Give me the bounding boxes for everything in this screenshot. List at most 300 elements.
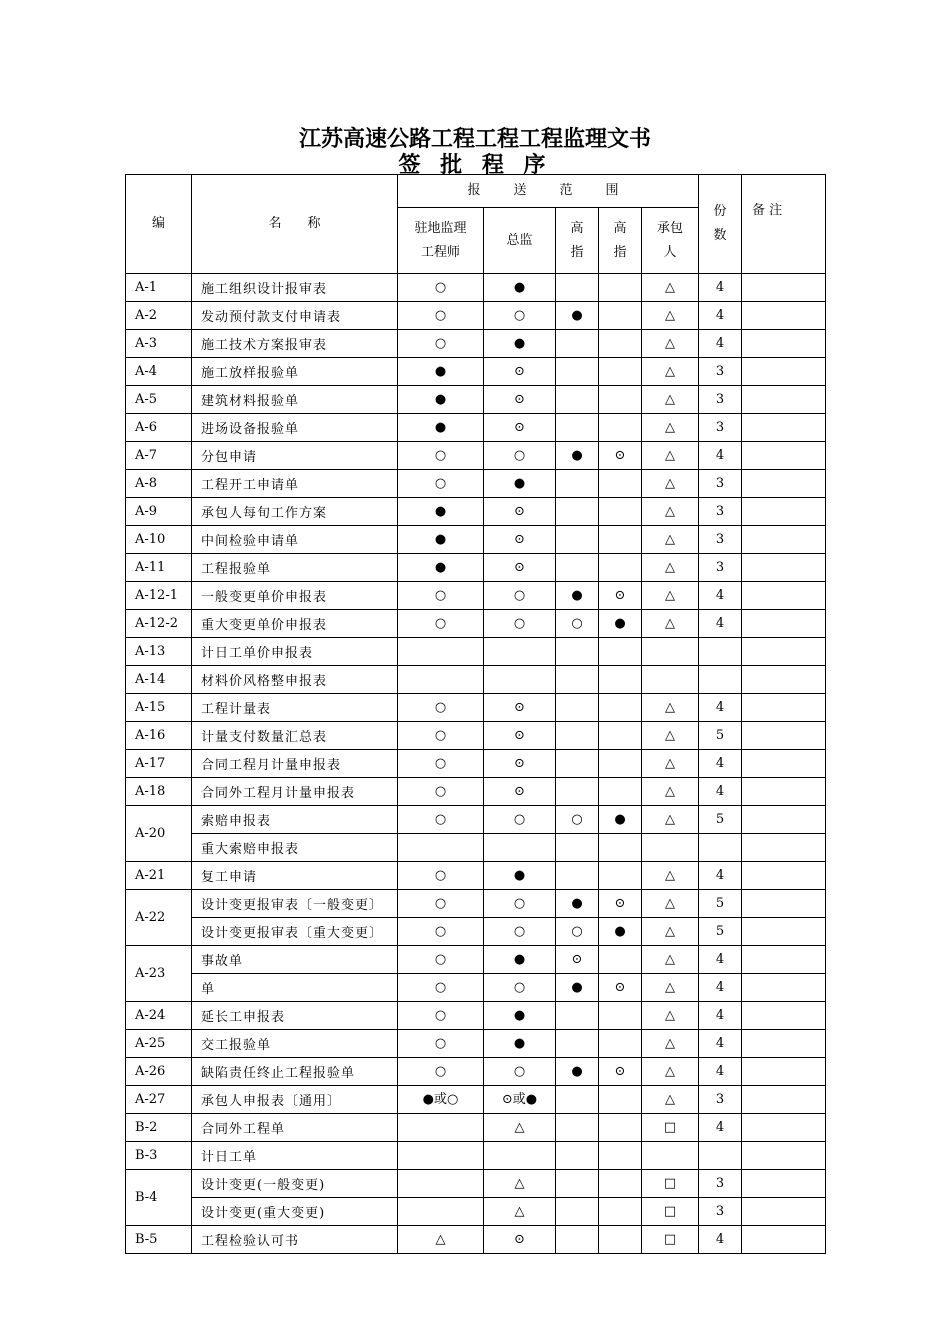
row-code: A-24: [126, 1002, 192, 1030]
row-name: 施工组织设计报审表: [192, 274, 398, 302]
high-2-mark: [599, 666, 642, 694]
high-2-mark: [599, 750, 642, 778]
row-remark: [742, 414, 826, 442]
resident-mark: ○: [398, 610, 484, 638]
high-1-mark: [556, 1226, 599, 1254]
chief-mark: ○: [484, 610, 556, 638]
resident-mark: ○: [398, 918, 484, 946]
row-remark: [742, 638, 826, 666]
chief-mark: [484, 834, 556, 862]
chief-mark: ○: [484, 302, 556, 330]
chief-mark: ⊙: [484, 722, 556, 750]
high-2-mark: [599, 1226, 642, 1254]
resident-mark: ○: [398, 470, 484, 498]
high-2-mark: [599, 1198, 642, 1226]
table-row: [126, 1142, 826, 1170]
row-remark: [742, 862, 826, 890]
contractor-mark: △: [642, 946, 699, 974]
high-1-mark: [556, 638, 599, 666]
row-code: A-8: [126, 470, 192, 498]
row-remark: [742, 358, 826, 386]
chief-mark: ○: [484, 1058, 556, 1086]
chief-mark: ⊙: [484, 778, 556, 806]
row-copies: 4: [699, 582, 742, 610]
high-1-mark: [556, 1030, 599, 1058]
resident-mark: [398, 1142, 484, 1170]
chief-mark: ⊙或●: [484, 1086, 556, 1114]
row-name: 施工放样报验单: [192, 358, 398, 386]
row-code: A-7: [126, 442, 192, 470]
resident-mark: ○: [398, 974, 484, 1002]
row-code: A-27: [126, 1086, 192, 1114]
table-row: [126, 974, 826, 1002]
row-remark: [742, 554, 826, 582]
contractor-mark: △: [642, 722, 699, 750]
chief-mark: ⊙: [484, 526, 556, 554]
row-copies: 4: [699, 946, 742, 974]
high-1-mark: ●: [556, 582, 599, 610]
resident-mark: ○: [398, 582, 484, 610]
row-remark: [742, 526, 826, 554]
row-name: 计日工单价申报表: [192, 638, 398, 666]
row-name: 材料价风格整申报表: [192, 666, 398, 694]
contractor-mark: △: [642, 386, 699, 414]
resident-mark: ●: [398, 526, 484, 554]
table-row: [126, 1086, 826, 1114]
row-code: A-1: [126, 274, 192, 302]
high-2-mark: [599, 274, 642, 302]
row-remark: [742, 722, 826, 750]
table-row: [126, 1002, 826, 1030]
high-1-mark: [556, 750, 599, 778]
row-name: 事故单: [192, 946, 398, 974]
table-row: [126, 1114, 826, 1142]
contractor-mark: △: [642, 890, 699, 918]
high-1-mark: [556, 1002, 599, 1030]
row-name: 进场设备报验单: [192, 414, 398, 442]
row-copies: 5: [699, 722, 742, 750]
table-row: [126, 694, 826, 722]
high-1-mark: ●: [556, 442, 599, 470]
resident-mark: ○: [398, 722, 484, 750]
chief-mark: △: [484, 1114, 556, 1142]
row-code: A-6: [126, 414, 192, 442]
contractor-mark: △: [642, 526, 699, 554]
row-remark: [742, 666, 826, 694]
contractor-mark: △: [642, 470, 699, 498]
resident-mark: ○: [398, 330, 484, 358]
high-1-mark: [556, 554, 599, 582]
high-2-mark: [599, 302, 642, 330]
chief-mark: ●: [484, 1030, 556, 1058]
header-chief: 总监: [484, 208, 556, 274]
header-code: 编: [126, 175, 192, 274]
resident-mark: [398, 638, 484, 666]
header-scope: 报 送 范 围: [398, 175, 699, 208]
row-remark: [742, 778, 826, 806]
row-code: A-13: [126, 638, 192, 666]
row-remark: [742, 974, 826, 1002]
contractor-mark: □: [642, 1170, 699, 1198]
row-copies: 4: [699, 974, 742, 1002]
resident-mark: ○: [398, 1030, 484, 1058]
row-name: 设计变更报审表〔一般变更〕: [192, 890, 398, 918]
contractor-mark: △: [642, 694, 699, 722]
document-subtitle: 签 批 程 序: [398, 152, 552, 178]
row-name: 重大索赔申报表: [192, 834, 398, 862]
chief-mark: ⊙: [484, 386, 556, 414]
resident-mark: [398, 1114, 484, 1142]
header-remark: 备 注: [742, 175, 826, 274]
row-copies: 4: [699, 330, 742, 358]
chief-mark: ⊙: [484, 1226, 556, 1254]
row-code: A-3: [126, 330, 192, 358]
high-2-mark: [599, 722, 642, 750]
chief-mark: ○: [484, 890, 556, 918]
row-code: A-21: [126, 862, 192, 890]
high-1-mark: [556, 862, 599, 890]
chief-mark: ⊙: [484, 414, 556, 442]
row-code: A-2: [126, 302, 192, 330]
table-row: [126, 610, 826, 638]
chief-mark: ⊙: [484, 498, 556, 526]
row-remark: [742, 330, 826, 358]
row-copies: 3: [699, 358, 742, 386]
chief-mark: ○: [484, 806, 556, 834]
row-remark: [742, 1002, 826, 1030]
high-1-mark: [556, 526, 599, 554]
row-code: A-22: [126, 890, 192, 946]
contractor-mark: △: [642, 554, 699, 582]
resident-mark: ●: [398, 414, 484, 442]
row-code: B-4: [126, 1170, 192, 1226]
row-name: 设计变更报审表〔重大变更〕: [192, 918, 398, 946]
table-row: [126, 1226, 826, 1254]
contractor-mark: △: [642, 498, 699, 526]
row-name: 中间检验申请单: [192, 526, 398, 554]
row-copies: 3: [699, 498, 742, 526]
table-row: [126, 414, 826, 442]
row-code: A-10: [126, 526, 192, 554]
contractor-mark: △: [642, 442, 699, 470]
row-remark: [742, 1142, 826, 1170]
row-copies: 5: [699, 806, 742, 834]
contractor-mark: △: [642, 1086, 699, 1114]
table-row: [126, 666, 826, 694]
resident-mark: ○: [398, 890, 484, 918]
high-2-mark: ⊙: [599, 1058, 642, 1086]
high-2-mark: [599, 694, 642, 722]
resident-mark: ○: [398, 274, 484, 302]
row-copies: 4: [699, 1058, 742, 1086]
high-1-mark: [556, 274, 599, 302]
table-row: [126, 330, 826, 358]
row-copies: 4: [699, 274, 742, 302]
high-1-mark: [556, 722, 599, 750]
row-name: 工程报验单: [192, 554, 398, 582]
chief-mark: [484, 638, 556, 666]
chief-mark: ○: [484, 582, 556, 610]
high-2-mark: [599, 498, 642, 526]
chief-mark: ●: [484, 946, 556, 974]
chief-mark: ●: [484, 1002, 556, 1030]
row-copies: 4: [699, 1002, 742, 1030]
row-remark: [742, 918, 826, 946]
row-copies: 4: [699, 442, 742, 470]
row-remark: [742, 610, 826, 638]
row-copies: 3: [699, 414, 742, 442]
table-row: [126, 778, 826, 806]
row-name: 设计变更(一般变更): [192, 1170, 398, 1198]
resident-mark: ○: [398, 806, 484, 834]
row-code: A-5: [126, 386, 192, 414]
resident-mark: △: [398, 1226, 484, 1254]
row-copies: [699, 834, 742, 862]
header-copies: 份数: [699, 175, 742, 274]
high-1-mark: [556, 834, 599, 862]
row-copies: 5: [699, 890, 742, 918]
row-code: A-18: [126, 778, 192, 806]
row-remark: [742, 694, 826, 722]
row-code: A-25: [126, 1030, 192, 1058]
row-code: A-12-2: [126, 610, 192, 638]
row-remark: [742, 1030, 826, 1058]
high-2-mark: ●: [599, 918, 642, 946]
contractor-mark: △: [642, 582, 699, 610]
table-row: [126, 638, 826, 666]
table-row: [126, 386, 826, 414]
resident-mark: ○: [398, 1058, 484, 1086]
row-copies: 4: [699, 1114, 742, 1142]
row-name: 计量支付数量汇总表: [192, 722, 398, 750]
row-remark: [742, 946, 826, 974]
high-1-mark: ●: [556, 302, 599, 330]
contractor-mark: □: [642, 1226, 699, 1254]
row-remark: [742, 302, 826, 330]
chief-mark: ●: [484, 274, 556, 302]
contractor-mark: [642, 1142, 699, 1170]
row-remark: [742, 806, 826, 834]
row-name: 工程检验认可书: [192, 1226, 398, 1254]
resident-mark: ○: [398, 694, 484, 722]
high-2-mark: ⊙: [599, 974, 642, 1002]
row-name: 承包人申报表〔通用〕: [192, 1086, 398, 1114]
table-row: [126, 834, 826, 862]
high-2-mark: [599, 1030, 642, 1058]
high-2-mark: ⊙: [599, 890, 642, 918]
row-name: 合同外工程月计量申报表: [192, 778, 398, 806]
row-name: 工程开工申请单: [192, 470, 398, 498]
high-2-mark: [599, 1086, 642, 1114]
high-2-mark: [599, 526, 642, 554]
row-remark: [742, 1086, 826, 1114]
chief-mark: ⊙: [484, 554, 556, 582]
row-copies: 4: [699, 694, 742, 722]
high-1-mark: ○: [556, 918, 599, 946]
contractor-mark: △: [642, 1058, 699, 1086]
high-1-mark: [556, 1086, 599, 1114]
row-remark: [742, 1170, 826, 1198]
table-row: [126, 526, 826, 554]
row-name: 单: [192, 974, 398, 1002]
high-2-mark: [599, 470, 642, 498]
high-2-mark: [599, 946, 642, 974]
high-2-mark: [599, 862, 642, 890]
high-1-mark: ●: [556, 1058, 599, 1086]
row-code: A-23: [126, 946, 192, 1002]
resident-mark: ●: [398, 358, 484, 386]
table-row: [126, 750, 826, 778]
contractor-mark: [642, 834, 699, 862]
contractor-mark: □: [642, 1198, 699, 1226]
high-1-mark: ●: [556, 974, 599, 1002]
high-1-mark: [556, 1170, 599, 1198]
header-name: 名 称: [192, 175, 398, 274]
high-1-mark: [556, 666, 599, 694]
contractor-mark: △: [642, 330, 699, 358]
row-name: 重大变更单价申报表: [192, 610, 398, 638]
row-name: 索赔申报表: [192, 806, 398, 834]
high-1-mark: [556, 1114, 599, 1142]
contractor-mark: △: [642, 1030, 699, 1058]
row-copies: 4: [699, 610, 742, 638]
document-title: 江苏高速公路工程工程工程监理文书: [298, 126, 651, 152]
row-name: 设计变更(重大变更): [192, 1198, 398, 1226]
contractor-mark: △: [642, 806, 699, 834]
contractor-mark: [642, 666, 699, 694]
high-2-mark: [599, 1170, 642, 1198]
high-1-mark: [556, 358, 599, 386]
row-code: A-12-1: [126, 582, 192, 610]
table-row: [126, 274, 826, 302]
row-copies: 4: [699, 778, 742, 806]
high-1-mark: [556, 498, 599, 526]
row-code: A-11: [126, 554, 192, 582]
chief-mark: △: [484, 1170, 556, 1198]
table-row: [126, 806, 826, 834]
chief-mark: ●: [484, 330, 556, 358]
chief-mark: ○: [484, 918, 556, 946]
row-copies: 4: [699, 862, 742, 890]
table-row: [126, 722, 826, 750]
contractor-mark: △: [642, 358, 699, 386]
resident-mark: ○: [398, 946, 484, 974]
row-remark: [742, 442, 826, 470]
resident-mark: ○: [398, 302, 484, 330]
high-1-mark: [556, 694, 599, 722]
row-code: A-16: [126, 722, 192, 750]
resident-mark: ○: [398, 750, 484, 778]
row-code: A-15: [126, 694, 192, 722]
high-2-mark: [599, 638, 642, 666]
row-copies: [699, 666, 742, 694]
header-high-2: 高指: [599, 208, 642, 274]
row-copies: 3: [699, 554, 742, 582]
table-row: [126, 1058, 826, 1086]
row-remark: [742, 1114, 826, 1142]
contractor-mark: △: [642, 750, 699, 778]
header-high-1: 高指: [556, 208, 599, 274]
high-2-mark: ●: [599, 610, 642, 638]
high-1-mark: [556, 778, 599, 806]
row-remark: [742, 582, 826, 610]
contractor-mark: △: [642, 974, 699, 1002]
table-row: [126, 554, 826, 582]
high-1-mark: [556, 386, 599, 414]
chief-mark: [484, 666, 556, 694]
chief-mark: △: [484, 1198, 556, 1226]
row-code: A-20: [126, 806, 192, 862]
row-name: 施工技术方案报审表: [192, 330, 398, 358]
resident-mark: ○: [398, 778, 484, 806]
row-copies: 4: [699, 750, 742, 778]
table-row: [126, 890, 826, 918]
resident-mark: ○: [398, 862, 484, 890]
row-remark: [742, 386, 826, 414]
row-copies: 3: [699, 526, 742, 554]
high-2-mark: [599, 834, 642, 862]
high-2-mark: [599, 1002, 642, 1030]
high-2-mark: [599, 358, 642, 386]
row-name: 延长工申报表: [192, 1002, 398, 1030]
row-remark: [742, 890, 826, 918]
row-name: 建筑材料报验单: [192, 386, 398, 414]
row-copies: 3: [699, 1086, 742, 1114]
row-copies: 3: [699, 1198, 742, 1226]
chief-mark: [484, 1142, 556, 1170]
high-2-mark: ●: [599, 806, 642, 834]
high-1-mark: [556, 1142, 599, 1170]
contractor-mark: △: [642, 778, 699, 806]
contractor-mark: △: [642, 274, 699, 302]
row-copies: [699, 1142, 742, 1170]
row-remark: [742, 750, 826, 778]
row-name: 计日工单: [192, 1142, 398, 1170]
table-row: [126, 302, 826, 330]
high-1-mark: [556, 414, 599, 442]
row-copies: 5: [699, 918, 742, 946]
table-row: [126, 1198, 826, 1226]
row-copies: 3: [699, 1170, 742, 1198]
row-name: 工程计量表: [192, 694, 398, 722]
row-code: A-14: [126, 666, 192, 694]
row-code: B-2: [126, 1114, 192, 1142]
row-copies: 4: [699, 1226, 742, 1254]
high-1-mark: [556, 470, 599, 498]
high-1-mark: ⊙: [556, 946, 599, 974]
high-2-mark: ⊙: [599, 582, 642, 610]
row-name: 缺陷责任终止工程报验单: [192, 1058, 398, 1086]
resident-mark: ●或○: [398, 1086, 484, 1114]
row-name: 合同工程月计量申报表: [192, 750, 398, 778]
resident-mark: ○: [398, 442, 484, 470]
table-row: [126, 358, 826, 386]
header-contractor: 承包人: [642, 208, 699, 274]
resident-mark: [398, 1198, 484, 1226]
resident-mark: [398, 1170, 484, 1198]
row-remark: [742, 470, 826, 498]
table-row: [126, 442, 826, 470]
resident-mark: ●: [398, 498, 484, 526]
chief-mark: ⊙: [484, 358, 556, 386]
high-1-mark: ●: [556, 890, 599, 918]
table-row: [126, 582, 826, 610]
table-row: [126, 946, 826, 974]
chief-mark: ●: [484, 470, 556, 498]
contractor-mark: △: [642, 414, 699, 442]
row-copies: 4: [699, 1030, 742, 1058]
high-2-mark: [599, 386, 642, 414]
